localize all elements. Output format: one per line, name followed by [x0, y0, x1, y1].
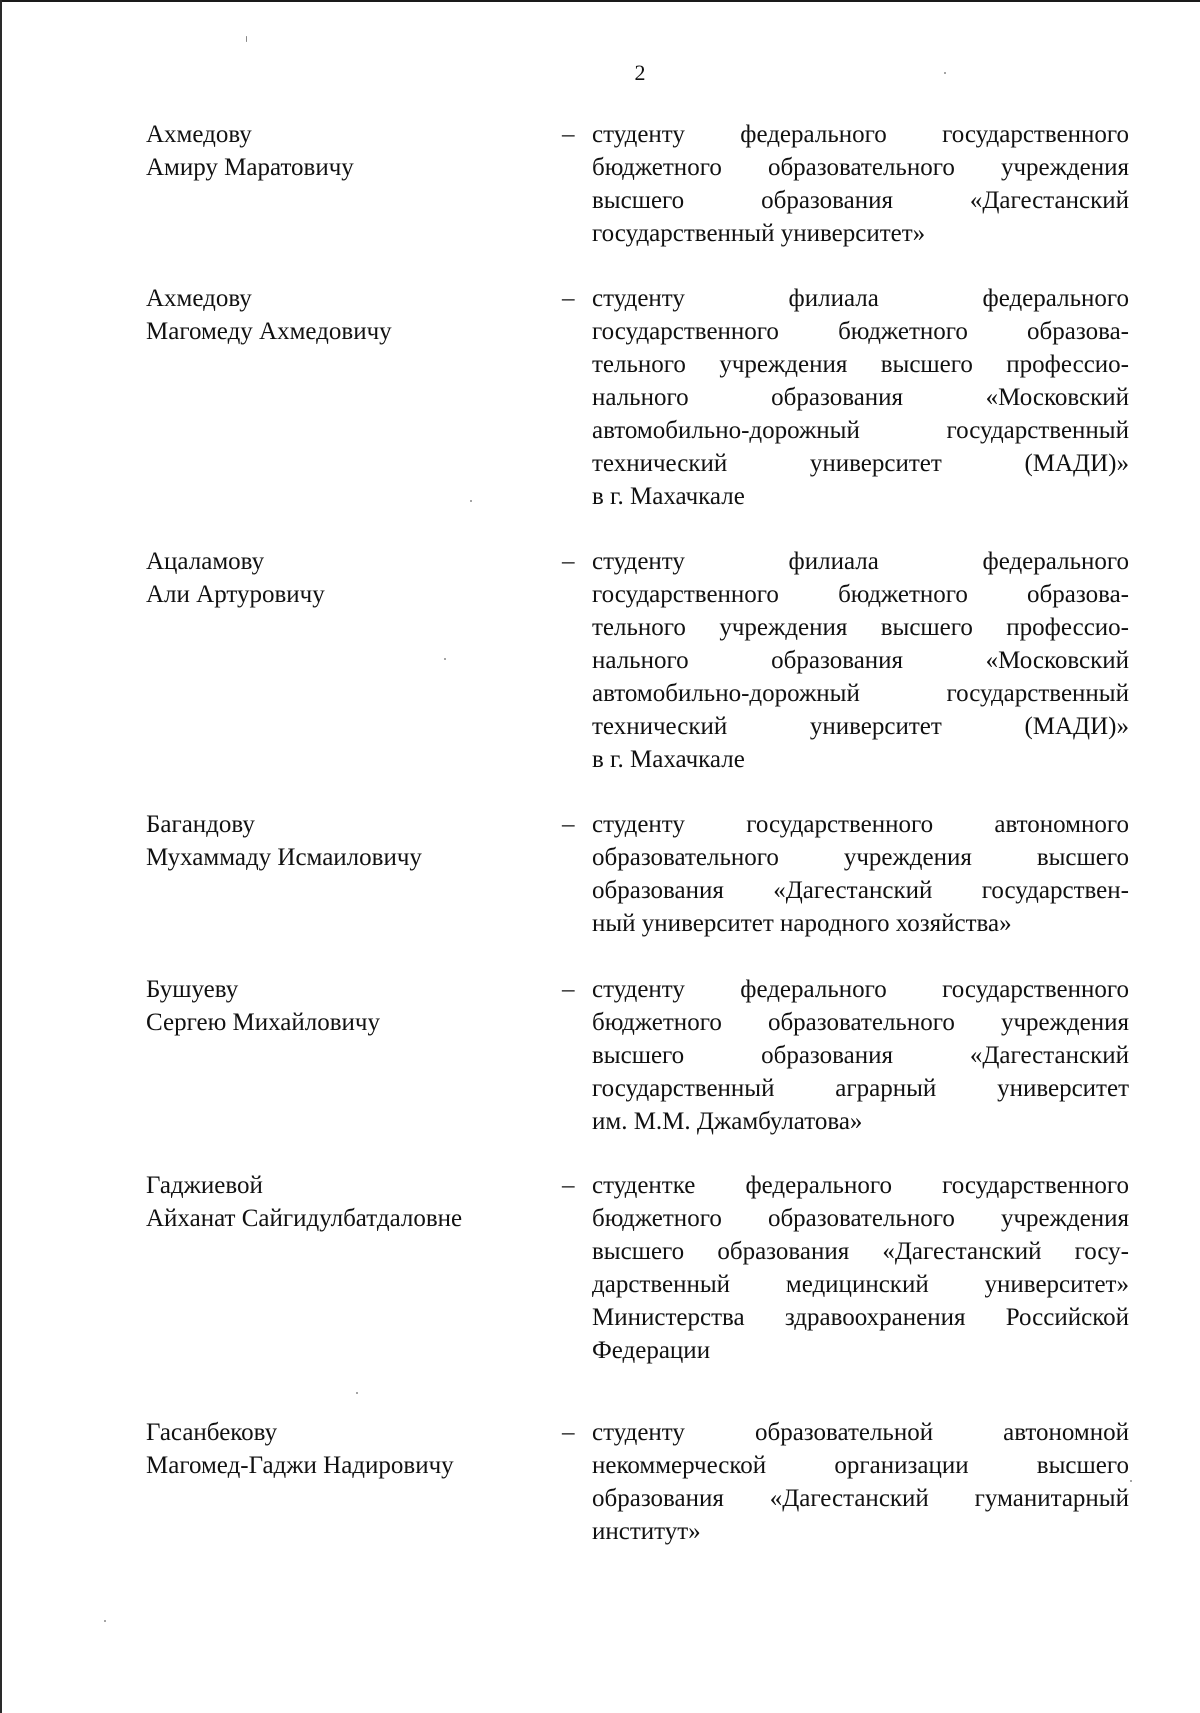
description-line	[592, 217, 1129, 250]
description-word: государственного	[746, 811, 934, 838]
description-line	[592, 841, 1129, 874]
description-word: высшего	[1036, 1452, 1129, 1479]
recipient-given-names: Мухаммаду Исмаиловичу	[146, 844, 422, 871]
description-line	[592, 1072, 1129, 1105]
description-line	[592, 381, 1129, 414]
description-word: (МАДИ)»	[1024, 713, 1129, 740]
description-word: им. М.М. Джамбулатова»	[592, 1108, 863, 1135]
description-word: государственный университет»	[592, 220, 926, 247]
description-line	[592, 907, 1129, 940]
description-word: тельного	[592, 351, 686, 378]
description-word: государственного	[942, 1172, 1129, 1199]
description-word: университет	[997, 1075, 1129, 1102]
scan-speck	[444, 658, 446, 660]
dash-separator: –	[562, 121, 575, 148]
description-word: государственного	[942, 121, 1129, 148]
description-line	[592, 1105, 1129, 1138]
description-word: дарственный	[592, 1271, 731, 1298]
description-word: учреждения	[1000, 154, 1129, 181]
scan-speck	[104, 1620, 106, 1622]
description-word: студенту	[592, 121, 685, 148]
description-word: государственного	[592, 581, 779, 608]
dash-separator: –	[562, 1172, 575, 1199]
recipient-description	[592, 282, 1129, 513]
description-line	[592, 1416, 1129, 1449]
description-word: образования	[761, 187, 893, 214]
recipient-description	[592, 973, 1129, 1138]
description-word: госу-	[1074, 1238, 1129, 1265]
scan-speck	[1130, 1480, 1132, 1482]
recipient-description	[592, 118, 1129, 250]
description-word: образования	[717, 1238, 850, 1265]
description-line	[592, 1169, 1129, 1202]
description-word: технический	[592, 450, 728, 477]
description-word: высшего	[592, 187, 685, 214]
description-word: бюджетного	[592, 1205, 722, 1232]
description-word: учреждения	[719, 614, 848, 641]
description-line	[592, 1515, 1129, 1548]
description-word: в г. Махачкале	[592, 483, 745, 510]
description-word: бюджетного	[838, 318, 968, 345]
recipient-name	[146, 973, 546, 1039]
description-word: университет	[809, 450, 942, 477]
description-word: государственный	[592, 1075, 775, 1102]
description-word: технический	[592, 713, 728, 740]
description-word: профессио-	[1006, 614, 1129, 641]
description-line	[592, 447, 1129, 480]
description-word: университет	[809, 713, 942, 740]
description-word: нального	[592, 647, 689, 674]
description-word: Российской	[1005, 1304, 1129, 1331]
description-line	[592, 973, 1129, 1006]
description-line	[592, 1449, 1129, 1482]
page-left-border	[0, 0, 2, 1713]
description-word: федерального	[745, 1172, 892, 1199]
recipient-surname: Гаджиевой	[146, 1172, 263, 1199]
recipient-name	[146, 1169, 546, 1235]
description-line	[592, 545, 1129, 578]
description-word: Федерации	[592, 1337, 711, 1364]
description-word: институт»	[592, 1518, 701, 1545]
recipient-name	[146, 282, 546, 348]
description-word: нального	[592, 384, 689, 411]
description-word: учреждения	[719, 351, 848, 378]
description-line	[592, 151, 1129, 184]
description-line	[592, 578, 1129, 611]
recipient-name	[146, 1416, 546, 1482]
recipient-given-names: Сергею Михайловичу	[146, 1009, 381, 1036]
description-word: филиала	[788, 285, 879, 312]
page-top-border	[0, 0, 1200, 2]
description-word: «Дагестанский	[882, 1238, 1042, 1265]
description-word: «Дагестанский	[969, 187, 1129, 214]
description-word: «Дагестанский	[769, 1485, 929, 1512]
description-word: образования	[592, 1485, 724, 1512]
dash-separator: –	[562, 976, 575, 1003]
description-word: образовательного	[592, 844, 779, 871]
recipient-description	[592, 808, 1129, 940]
description-word: высшего	[592, 1238, 685, 1265]
description-word: образования	[592, 877, 724, 904]
recipient-surname: Ацаламову	[146, 548, 265, 575]
description-line	[592, 710, 1129, 743]
recipient-surname: Гасанбекову	[146, 1419, 278, 1446]
description-line	[592, 1268, 1129, 1301]
recipient-surname: Бушуеву	[146, 976, 239, 1003]
description-line	[592, 1301, 1129, 1334]
description-word: государственного	[942, 976, 1129, 1003]
recipient-surname: Ахмедову	[146, 285, 252, 312]
description-word: «Дагестанский	[969, 1042, 1129, 1069]
recipient-name	[146, 545, 546, 611]
description-line	[592, 677, 1129, 710]
description-line	[592, 348, 1129, 381]
description-word: студентке	[592, 1172, 696, 1199]
recipient-description	[592, 545, 1129, 776]
dash-separator: –	[562, 285, 575, 312]
description-line	[592, 480, 1129, 513]
description-word: федерального	[982, 548, 1129, 575]
recipient-surname: Ахмедову	[146, 121, 252, 148]
description-line	[592, 743, 1129, 776]
description-line	[592, 118, 1129, 151]
description-word: медицинский	[785, 1271, 929, 1298]
description-line	[592, 644, 1129, 677]
description-word: образования	[771, 647, 904, 674]
description-word: высшего	[592, 1042, 685, 1069]
description-word: учреждения	[843, 844, 972, 871]
description-word: «Дагестанский	[773, 877, 933, 904]
description-word: высшего	[880, 351, 973, 378]
description-word: образования	[761, 1042, 893, 1069]
description-line	[592, 1235, 1129, 1268]
recipient-given-names: Магомеду Ахмедовичу	[146, 318, 392, 345]
description-line	[592, 315, 1129, 348]
recipient-description	[592, 1169, 1129, 1367]
description-word: учреждения	[1000, 1009, 1129, 1036]
description-word: автомобильно-дорожный	[592, 680, 860, 707]
description-word: федерального	[740, 976, 887, 1003]
description-word: бюджетного	[592, 154, 722, 181]
description-line	[592, 282, 1129, 315]
recipient-name	[146, 808, 546, 874]
recipient-description	[592, 1416, 1129, 1548]
description-line	[592, 1039, 1129, 1072]
description-word: профессио-	[1006, 351, 1129, 378]
description-word: государственного	[592, 318, 779, 345]
description-word: государственный	[946, 680, 1129, 707]
description-word: тельного	[592, 614, 686, 641]
scan-speck	[356, 1392, 358, 1394]
description-word: студенту	[592, 811, 685, 838]
description-word: образовательного	[767, 1205, 955, 1232]
description-word: студенту	[592, 548, 685, 575]
description-word: (МАДИ)»	[1024, 450, 1129, 477]
description-word: гуманитарный	[974, 1485, 1129, 1512]
description-word: Министерства	[592, 1304, 745, 1331]
description-line	[592, 184, 1129, 217]
description-word: автономной	[1003, 1419, 1129, 1446]
description-word: высшего	[1036, 844, 1129, 871]
description-line	[592, 1006, 1129, 1039]
dash-separator: –	[562, 1419, 575, 1446]
description-line	[592, 414, 1129, 447]
description-word: государствен-	[981, 877, 1129, 904]
description-line	[592, 611, 1129, 644]
description-word: автомобильно-дорожный	[592, 417, 860, 444]
description-word: образования	[771, 384, 904, 411]
description-word: аграрный	[835, 1075, 937, 1102]
description-line	[592, 874, 1129, 907]
recipient-surname: Багандову	[146, 811, 255, 838]
description-word: учреждения	[1000, 1205, 1129, 1232]
description-word: образовательного	[767, 154, 955, 181]
page-number: 2	[634, 60, 646, 85]
description-word: образова-	[1027, 318, 1129, 345]
description-word: федерального	[740, 121, 887, 148]
recipient-given-names: Магомед-Гаджи Надировичу	[146, 1452, 454, 1479]
description-word: бюджетного	[838, 581, 968, 608]
description-word: «Московский	[985, 647, 1129, 674]
recipient-given-names: Айханат Сайгидулбатдаловне	[146, 1205, 463, 1232]
description-line	[592, 808, 1129, 841]
description-word: организации	[834, 1452, 969, 1479]
description-word: здравоохранения	[784, 1304, 966, 1331]
description-word: автономного	[994, 811, 1129, 838]
description-word: ный университет народного хозяйства»	[592, 910, 1012, 937]
description-line	[592, 1334, 1129, 1367]
description-word: университет»	[984, 1271, 1129, 1298]
description-word: государственный	[946, 417, 1129, 444]
scan-speck	[246, 36, 247, 42]
description-word: «Московский	[985, 384, 1129, 411]
description-word: высшего	[880, 614, 973, 641]
recipient-given-names: Амиру Маратовичу	[146, 154, 354, 181]
dash-separator: –	[562, 548, 575, 575]
description-word: студенту	[592, 1419, 685, 1446]
recipient-name	[146, 118, 546, 184]
recipient-given-names: Али Артуровичу	[146, 581, 325, 608]
description-word: федерального	[982, 285, 1129, 312]
description-word: студенту	[592, 285, 685, 312]
description-word: образовательной	[754, 1419, 934, 1446]
description-word: филиала	[788, 548, 879, 575]
description-word: образовательного	[767, 1009, 955, 1036]
scan-speck	[470, 500, 472, 502]
description-word: бюджетного	[592, 1009, 722, 1036]
scan-speck	[944, 72, 946, 74]
dash-separator: –	[562, 811, 575, 838]
description-word: студенту	[592, 976, 685, 1003]
description-line	[592, 1202, 1129, 1235]
description-line	[592, 1482, 1129, 1515]
description-word: образова-	[1027, 581, 1129, 608]
description-word: в г. Махачкале	[592, 746, 745, 773]
description-word: некоммерческой	[592, 1452, 767, 1479]
